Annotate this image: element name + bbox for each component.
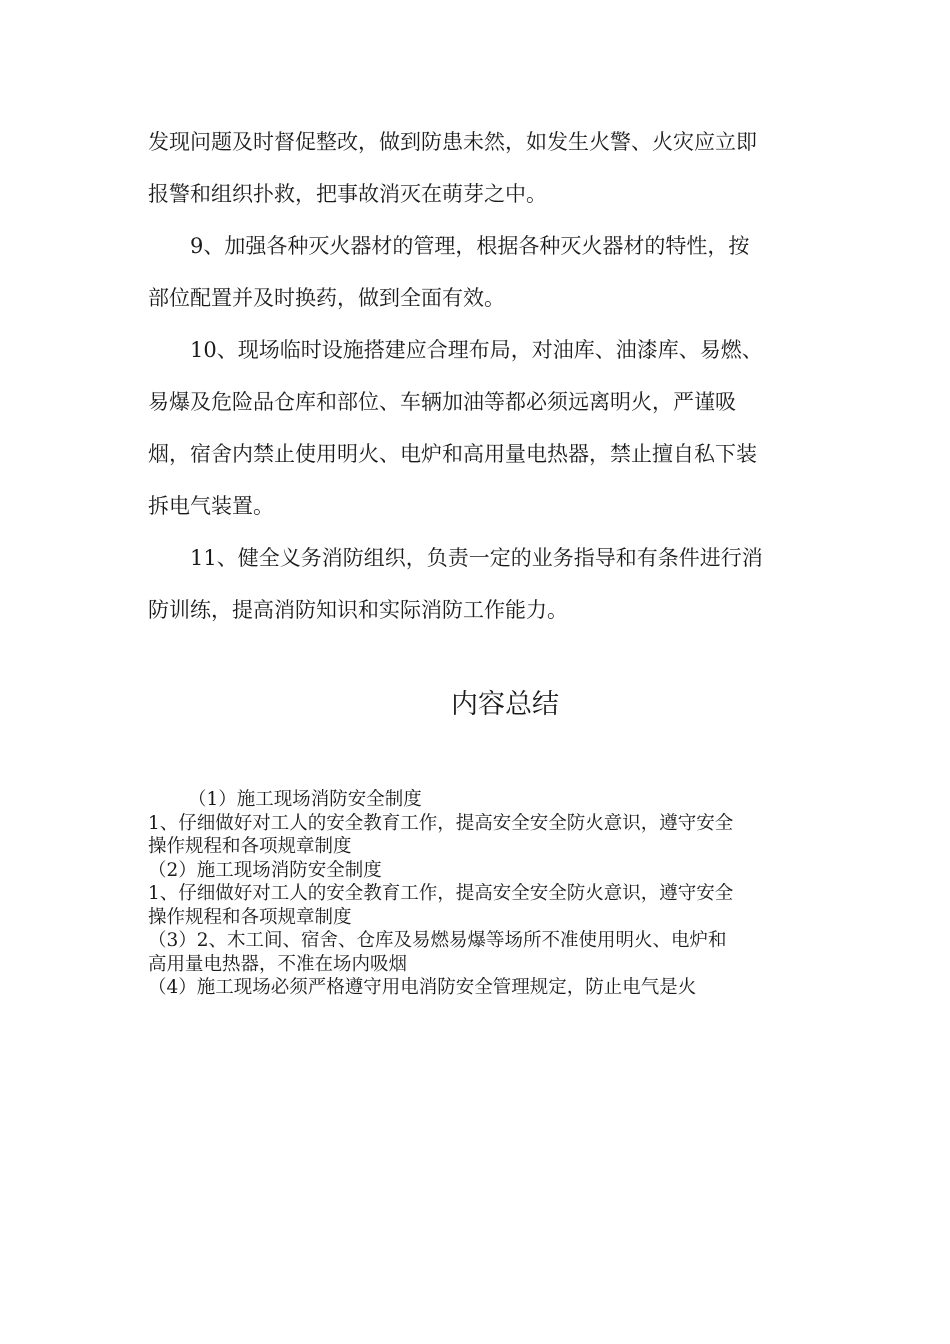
summary-line: （1）施工现场消防安全制度 xyxy=(188,789,422,810)
summary-line: 1、仔细做好对工人的安全教育工作，提高安全安全防火意识，遵守安全 xyxy=(148,812,734,834)
paragraph-line: 报警和组织扑救，把事故消灭在萌芽之中。 xyxy=(148,182,547,206)
summary-line: （2）施工现场消防安全制度 xyxy=(148,859,382,881)
paragraph-line: 11、健全义务消防组织，负责一定的业务指导和有条件进行消 xyxy=(190,546,763,570)
paragraph-line: 10、现场临时设施搭建应合理布局，对油库、油漆库、易燃、 xyxy=(190,338,763,362)
body-text xyxy=(148,116,808,636)
summary-line: 1、仔细做好对工人的安全教育工作，提高安全安全防火意识，遵守安全 xyxy=(148,883,734,904)
summary-line: （3）2、木工间、宿舍、仓库及易燃易爆等场所不准使用明火、电炉和 xyxy=(148,930,727,951)
paragraph-line: 烟，宿舍内禁止使用明火、电炉和高用量电热器，禁止擅自私下装 xyxy=(148,442,757,466)
paragraph-line: 9、加强各种灭火器材的管理，根据各种灭火器材的特性，按 xyxy=(190,234,750,258)
paragraph-line: 防训练，提高消防知识和实际消防工作能力。 xyxy=(148,598,568,622)
summary-content xyxy=(148,788,808,1000)
paragraph-line: 部位配置并及时换药，做到全面有效。 xyxy=(148,286,505,310)
summary-line: 操作规程和各项规章制度 xyxy=(148,906,352,928)
paragraph-line: 易爆及危险品仓库和部位、车辆加油等都必须远离明火，严谨吸 xyxy=(148,390,736,414)
summary-title: 内容总结 xyxy=(451,689,559,720)
paragraph-line: 发现问题及时督促整改，做到防患未然，如发生火警、火灾应立即 xyxy=(148,130,757,154)
summary-line: （4）施工现场必须严格遵守用电消防安全管理规定，防止电气是火 xyxy=(148,977,697,998)
summary-line: 操作规程和各项规章制度 xyxy=(148,836,352,857)
summary-line: 高用量电热器，不准在场内吸烟 xyxy=(148,953,408,975)
paragraph-line: 拆电气装置。 xyxy=(148,494,274,518)
